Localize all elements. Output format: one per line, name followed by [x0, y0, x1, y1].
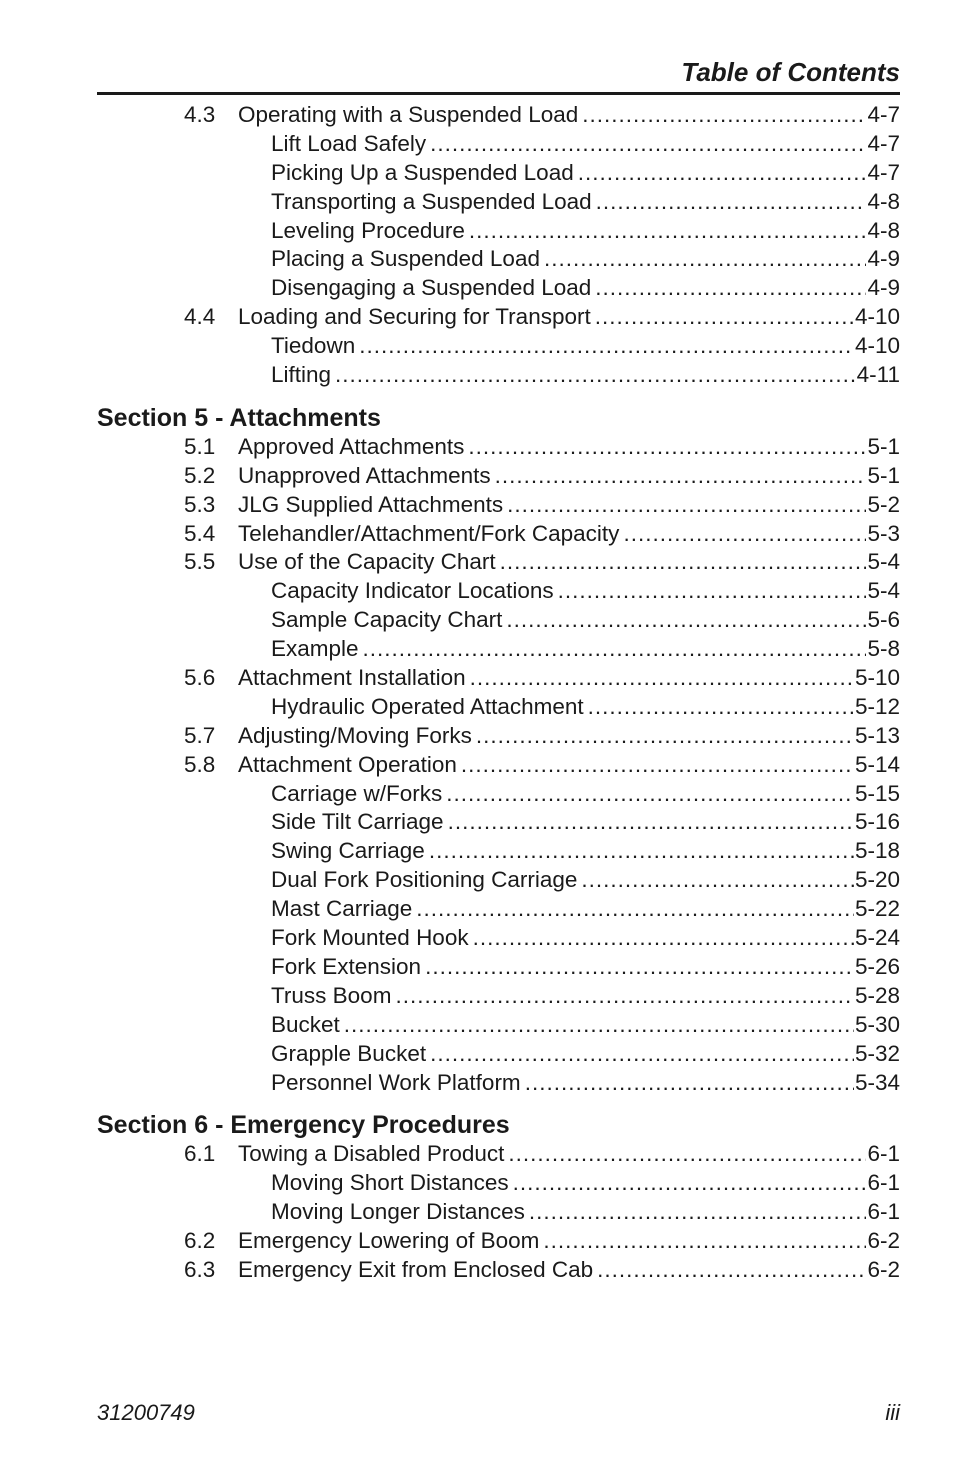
toc-entry-title: Telehandler/Attachment/Fork Capacity [238, 520, 620, 546]
toc-entry-number: 6.1 [184, 1141, 216, 1167]
toc-entry-line [271, 130, 900, 159]
toc-entry[interactable] [97, 606, 900, 635]
toc-entry[interactable] [97, 361, 900, 390]
dot-leader [597, 1256, 866, 1285]
dot-leader [529, 1198, 867, 1227]
toc-entry-page: 5-24 [854, 925, 900, 951]
toc-entry[interactable] [97, 520, 900, 549]
toc-entry[interactable] [97, 924, 900, 953]
toc-entry-page: 5-13 [854, 722, 900, 748]
toc-entry-line [271, 361, 900, 390]
toc-entry-title: Attachment Installation [238, 665, 466, 691]
toc-entry-line [238, 722, 900, 751]
toc-entry-number: 6.3 [184, 1256, 216, 1282]
toc-entry-title: Moving Short Distances [271, 1170, 509, 1196]
toc-entry-page: 5-1 [867, 462, 900, 488]
dot-leader [596, 188, 867, 217]
toc-entry-title: Tiedown [271, 333, 356, 359]
toc-entry-title: Emergency Lowering of Boom [238, 1228, 540, 1254]
toc-entry[interactable] [97, 1198, 900, 1227]
toc-entry-line [271, 1011, 900, 1040]
toc-entry-title: Grapple Bucket [271, 1040, 427, 1066]
toc-entry-page: 5-10 [854, 665, 900, 691]
toc-entry-page: 4-9 [867, 246, 900, 272]
toc-entry[interactable] [97, 722, 900, 751]
dot-leader [623, 520, 866, 549]
dot-leader [595, 274, 866, 303]
toc-entry-page: 6-1 [867, 1199, 900, 1225]
toc-entry-title: Swing Carriage [271, 838, 425, 864]
toc-entry-number: 4.4 [184, 304, 216, 330]
toc-entry-title: Sample Capacity Chart [271, 607, 503, 633]
toc-entry-line [238, 433, 900, 462]
toc-entry-number: 5.3 [184, 491, 216, 517]
dot-leader [588, 693, 854, 722]
toc-entry[interactable] [97, 693, 900, 722]
toc-entry-line [271, 1069, 900, 1098]
toc-entry[interactable] [97, 780, 900, 809]
toc-entry[interactable] [97, 837, 900, 866]
header-rule [97, 92, 900, 95]
toc-entry[interactable] [97, 245, 900, 274]
toc-entry-page: 4-9 [867, 275, 900, 301]
toc-entry-title: Emergency Exit from Enclosed Cab [238, 1256, 594, 1282]
toc-entry[interactable] [97, 808, 900, 837]
toc-entry-line [271, 808, 900, 837]
toc-entry-page: 5-1 [867, 433, 900, 459]
toc-entry-number: 5.1 [184, 433, 216, 459]
toc-entry-page: 5-4 [867, 578, 900, 604]
toc-entry-title: Personnel Work Platform [271, 1069, 521, 1095]
dot-leader [513, 1169, 867, 1198]
toc-entry-page: 5-4 [867, 549, 900, 575]
toc-entry-title: JLG Supplied Attachments [238, 491, 504, 517]
dot-leader [468, 433, 866, 462]
toc-entry[interactable] [97, 462, 900, 491]
toc-entry-page: 5-3 [867, 520, 900, 546]
toc-entry-title: Attachment Operation [238, 751, 457, 777]
dot-leader [500, 548, 867, 577]
toc-entry[interactable] [97, 751, 900, 780]
toc-entry[interactable] [97, 982, 900, 1011]
dot-leader [544, 245, 867, 274]
toc-entry-line [271, 332, 900, 361]
toc-entry-line [238, 520, 900, 549]
toc-entry-line [271, 1040, 900, 1069]
toc-entry-line [271, 924, 900, 953]
toc-entry-page: 5-8 [867, 636, 900, 662]
dot-leader [543, 1227, 866, 1256]
toc-entry-line [271, 1169, 900, 1198]
toc-entry-line [271, 274, 900, 303]
toc-entry-title: Use of the Capacity Chart [238, 549, 496, 575]
toc-entry-line [271, 982, 900, 1011]
toc-entry-line [271, 953, 900, 982]
toc-entry[interactable] [97, 1256, 900, 1285]
toc-entry-line [271, 780, 900, 809]
toc-entry-page: 5-34 [854, 1069, 900, 1095]
toc-entry-title: Loading and Securing for Transport [238, 304, 591, 330]
toc-entry-page: 5-20 [854, 867, 900, 893]
toc-entry-page: 5-28 [854, 982, 900, 1008]
dot-leader [507, 491, 866, 520]
toc-entry-title: Truss Boom [271, 982, 392, 1008]
toc-entry[interactable] [97, 433, 900, 462]
dot-leader [430, 1040, 854, 1069]
toc-entry-line [238, 548, 900, 577]
toc-entry-title: Disengaging a Suspended Load [271, 275, 592, 301]
dot-leader [582, 101, 866, 130]
toc-entry-title: Hydraulic Operated Attachment [271, 693, 584, 719]
dot-leader [425, 953, 854, 982]
toc-entry-number: 6.2 [184, 1228, 216, 1254]
dot-leader [508, 1140, 866, 1169]
toc-entry-line [238, 751, 900, 780]
toc-entry-title: Leveling Procedure [271, 217, 465, 243]
toc-entry-title: Dual Fork Positioning Carriage [271, 867, 578, 893]
toc-entry-number: 5.2 [184, 462, 216, 488]
toc-entry-page: 5-30 [854, 1011, 900, 1037]
toc-entry-line [271, 837, 900, 866]
toc-entry-page: 5-2 [867, 491, 900, 517]
toc-entry-title: Capacity Indicator Locations [271, 578, 554, 604]
dot-leader [469, 217, 867, 246]
toc-entry-page: 6-1 [867, 1141, 900, 1167]
toc-entry-title: Fork Extension [271, 953, 422, 979]
dot-leader [430, 130, 866, 159]
toc-entry-title: Fork Mounted Hook [271, 925, 469, 951]
toc-entry-number: 5.5 [184, 549, 216, 575]
section-heading: Section 5 - Attachments [97, 403, 381, 432]
dot-leader [363, 635, 867, 664]
table-of-contents [97, 101, 900, 1285]
dot-leader [416, 895, 854, 924]
toc-entry[interactable] [97, 548, 900, 577]
toc-entry[interactable] [97, 1140, 900, 1169]
dot-leader [470, 664, 854, 693]
toc-entry-page: 4-7 [867, 130, 900, 156]
toc-entry-title: Bucket [271, 1011, 340, 1037]
toc-entry-page: 5-16 [854, 809, 900, 835]
toc-entry-title: Mast Carriage [271, 896, 413, 922]
toc-entry[interactable] [97, 895, 900, 924]
toc-entry-number: 5.7 [184, 722, 216, 748]
toc-entry[interactable] [97, 577, 900, 606]
toc-entry-number: 5.6 [184, 665, 216, 691]
toc-entry-title: Side Tilt Carriage [271, 809, 444, 835]
toc-entry[interactable] [97, 953, 900, 982]
toc-entry-page: 5-32 [854, 1040, 900, 1066]
document-number: 31200749 [97, 1400, 195, 1425]
toc-entry-page: 5-22 [854, 896, 900, 922]
toc-entry-number: 5.4 [184, 520, 216, 546]
toc-entry[interactable] [97, 217, 900, 246]
section-heading: Section 6 - Emergency Procedures [97, 1111, 510, 1140]
toc-entry-page: 4-8 [867, 188, 900, 214]
toc-entry[interactable] [97, 635, 900, 664]
toc-entry-line [271, 606, 900, 635]
toc-entry-title: Towing a Disabled Product [238, 1141, 505, 1167]
toc-entry-line [238, 1227, 900, 1256]
toc-entry[interactable] [97, 274, 900, 303]
toc-entry-page: 4-8 [867, 217, 900, 243]
toc-entry-page: 4-7 [867, 102, 900, 127]
toc-entry-page: 4-10 [854, 333, 900, 359]
toc-entry[interactable] [97, 101, 900, 130]
toc-entry-line [271, 895, 900, 924]
toc-entry-title: Unapproved Attachments [238, 462, 491, 488]
toc-entry[interactable] [97, 188, 900, 217]
dot-leader [335, 361, 856, 390]
toc-entry-line [238, 303, 900, 332]
toc-entry-line [271, 159, 900, 188]
toc-entry[interactable] [97, 1040, 900, 1069]
toc-entry[interactable] [97, 1069, 900, 1098]
toc-entry-line [271, 577, 900, 606]
toc-entry-title: Placing a Suspended Load [271, 246, 540, 272]
dot-leader [429, 837, 854, 866]
toc-entry-line [238, 664, 900, 693]
toc-entry-page: 4-7 [867, 159, 900, 185]
toc-entry-page: 6-2 [867, 1256, 900, 1282]
dot-leader [476, 722, 854, 751]
toc-entry-page: 5-26 [854, 953, 900, 979]
toc-entry-page: 5-12 [854, 693, 900, 719]
toc-entry-page: 5-15 [854, 780, 900, 806]
dot-leader [595, 303, 854, 332]
toc-entry-number: 4.3 [184, 102, 216, 127]
toc-entry[interactable] [97, 159, 900, 188]
toc-entry-line [238, 101, 900, 130]
toc-entry[interactable] [97, 332, 900, 361]
toc-entry-line [238, 1256, 900, 1285]
toc-entry-title: Lifting [271, 362, 332, 388]
toc-entry-page: 5-6 [867, 607, 900, 633]
dot-leader [448, 808, 854, 837]
toc-entry-title: Operating with a Suspended Load [238, 102, 579, 127]
page-header-title: Table of Contents [681, 57, 900, 87]
toc-entry-line [271, 635, 900, 664]
dot-leader [359, 332, 854, 361]
toc-entry-title: Example [271, 636, 359, 662]
dot-leader [558, 577, 867, 606]
dot-leader [578, 159, 867, 188]
dot-leader [395, 982, 854, 1011]
toc-entry-title: Moving Longer Distances [271, 1199, 525, 1225]
toc-entry-title: Lift Load Safely [271, 130, 427, 156]
toc-entry-line [271, 1198, 900, 1227]
toc-entry-title: Approved Attachments [238, 433, 465, 459]
toc-entry-line [271, 866, 900, 895]
dot-leader [461, 751, 854, 780]
toc-entry[interactable] [97, 491, 900, 520]
toc-entry-line [271, 693, 900, 722]
toc-entry-line [238, 1140, 900, 1169]
toc-entry-page: 4-10 [854, 304, 900, 330]
toc-entry-line [238, 491, 900, 520]
dot-leader [495, 462, 867, 491]
dot-leader [506, 606, 866, 635]
page-number: iii [885, 1400, 900, 1425]
toc-entry[interactable] [97, 1011, 900, 1040]
dot-leader [446, 780, 854, 809]
toc-entry-line [271, 188, 900, 217]
toc-entry-page: 4-11 [856, 362, 900, 388]
dot-leader [525, 1069, 854, 1098]
toc-entry[interactable] [97, 130, 900, 159]
toc-entry-page: 5-18 [854, 838, 900, 864]
toc-entry[interactable] [97, 1169, 900, 1198]
toc-entry-number: 5.8 [184, 751, 216, 777]
toc-entry-page: 6-1 [867, 1170, 900, 1196]
toc-entry[interactable] [97, 1227, 900, 1256]
dot-leader [581, 866, 854, 895]
toc-entry-line [238, 462, 900, 491]
toc-entry-title: Transporting a Suspended Load [271, 188, 592, 214]
toc-entry[interactable] [97, 664, 900, 693]
toc-entry[interactable] [97, 303, 900, 332]
toc-entry-title: Carriage w/Forks [271, 780, 443, 806]
toc-entry[interactable] [97, 866, 900, 895]
toc-entry-title: Adjusting/Moving Forks [238, 722, 472, 748]
toc-entry-line [271, 245, 900, 274]
dot-leader [473, 924, 854, 953]
toc-entry-page: 5-14 [854, 751, 900, 777]
toc-entry-page: 6-2 [867, 1228, 900, 1254]
toc-entry-line [271, 217, 900, 246]
toc-entry-title: Picking Up a Suspended Load [271, 159, 574, 185]
dot-leader [344, 1011, 854, 1040]
